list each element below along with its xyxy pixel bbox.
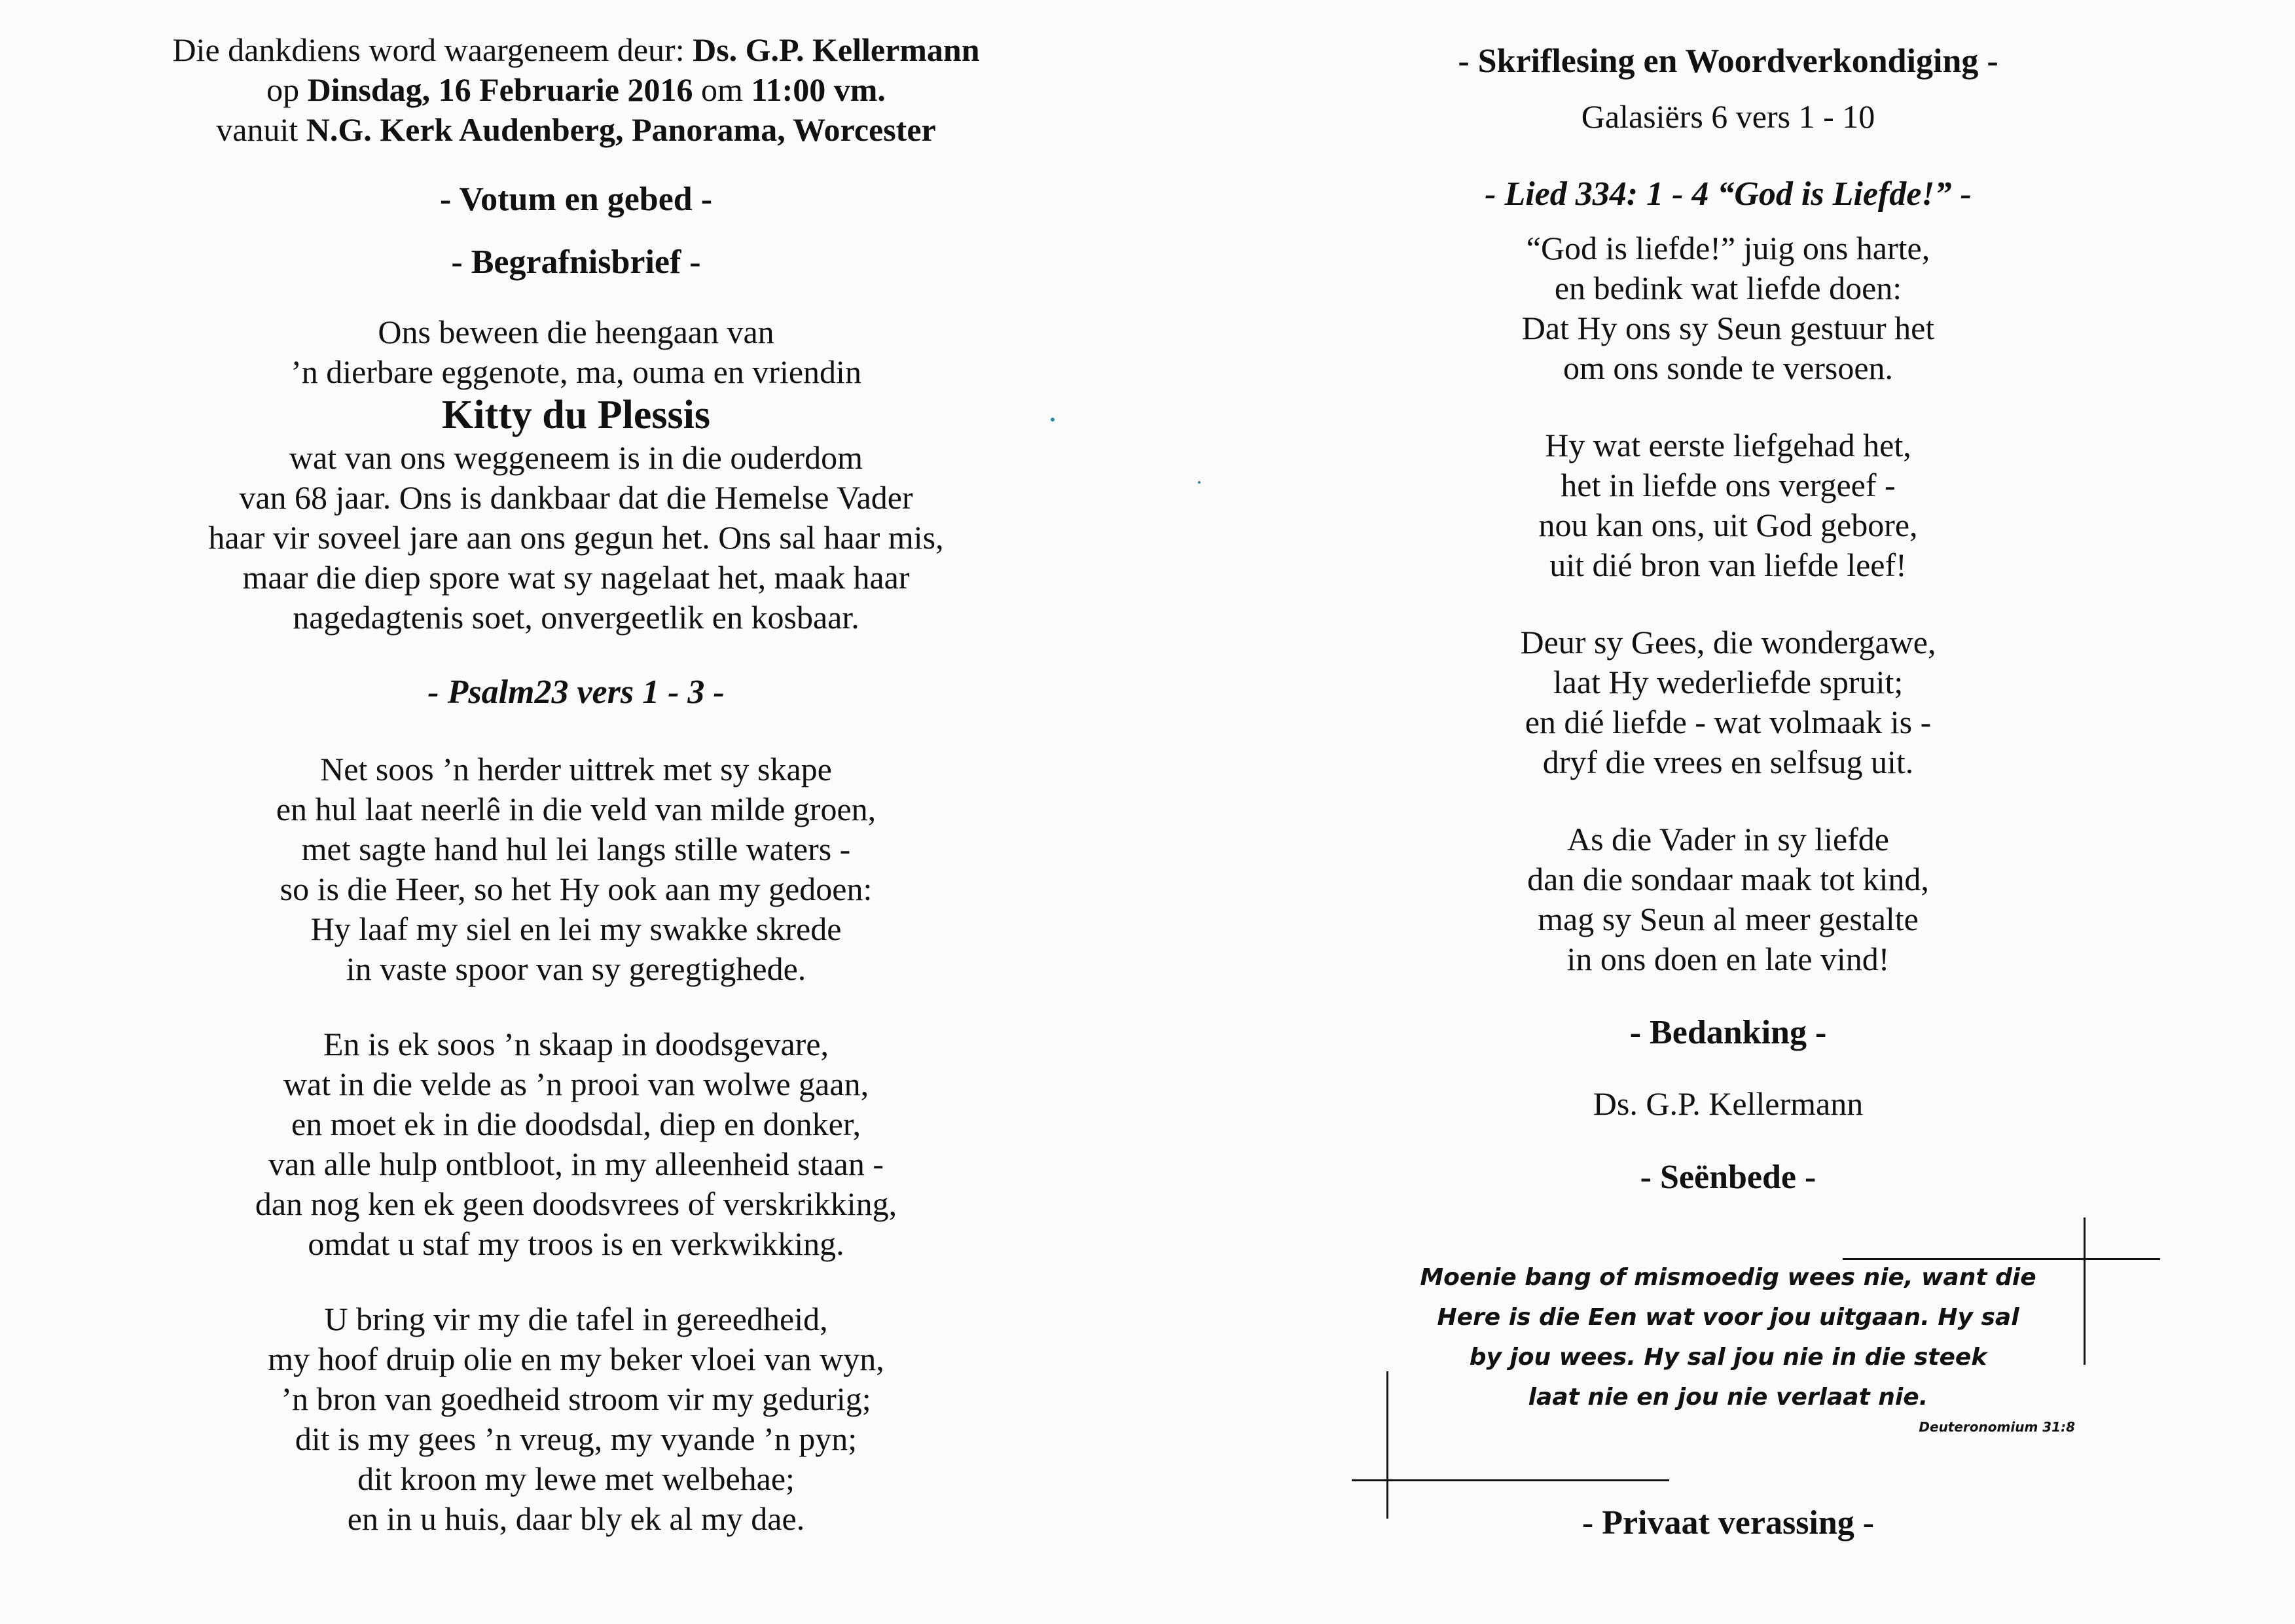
blessing-text [1283, 1257, 2173, 1437]
seenbede-heading: - Seënbede - [1640, 1159, 1816, 1196]
letter-line: nagedagtenis soet, onvergeetlik en kosbaar. [293, 599, 859, 636]
skriflesing-heading: - Skriflesing en Woordverkondiging - [1458, 43, 1998, 80]
scripture-reference: Galasiërs 6 vers 1 - 10 [1581, 98, 1875, 135]
hymn-stanza-3 [1283, 623, 2173, 782]
verse-line: het in liefde ons vergeef - [1561, 467, 1896, 503]
verse-line: omdat u staf my troos is en verkwikking. [308, 1225, 844, 1262]
verse-line: ’n bron van goedheid stroom vir my gedurig; [281, 1380, 871, 1417]
verse-line: en hul laat neerlê in die veld van milde groen, [276, 791, 876, 827]
verse-line: En is ek soos ’n skaap in doodsgevare, [323, 1026, 829, 1062]
votum-heading: - Votum en gebed - [439, 181, 713, 218]
scan-speck [1051, 418, 1055, 422]
verse-line: Net soos ’n herder uittrek met sy skape [320, 751, 832, 787]
verse-line: As die Vader in sy liefde [1566, 821, 1890, 857]
intro-venue-line: vanuit N.G. Kerk Audenberg, Panorama, Worcester [216, 111, 936, 148]
bedanking-heading: - Bedanking - [1629, 1014, 1827, 1051]
letter-intro [79, 312, 1074, 392]
hymn-heading: - Lied 334: 1 - 4 “God is Liefde!” - [1485, 175, 1972, 213]
letter-line: Ons beween die heengaan van [378, 314, 774, 350]
verse-line: U bring vir my die tafel in gereedheid, [324, 1301, 828, 1337]
letter-body [79, 438, 1074, 638]
hymn-stanza-2 [1283, 425, 2173, 585]
verse-line: met sagte hand hul lei langs stille waters - [301, 831, 851, 867]
verse-line: Hy laaf my siel en lei my swakke skrede [310, 911, 842, 947]
letter-line: wat van ons weggeneem is in die ouderdom [289, 439, 863, 476]
letter-line: haar vir soveel jare aan ons gegun het. Ons sal haar mis, [208, 519, 944, 556]
begrafnisbrief-heading: - Begrafnisbrief - [451, 244, 701, 281]
hymn-stanza-4 [1283, 820, 2173, 979]
hymn-stanza-1 [1283, 228, 2173, 388]
psalm-stanza-3 [79, 1299, 1074, 1539]
service-date: Dinsdag, 16 Februarie 2016 [307, 71, 693, 108]
verse-line: en dié liefde - wat volmaak is - [1525, 704, 1932, 740]
psalm-stanza-2 [79, 1024, 1074, 1264]
blessing-line: Here is die Een wat voor jou uitgaan. Hy sal [1437, 1304, 2019, 1331]
verse-line: van alle hulp ontbloot, in my alleenheid staan - [268, 1146, 884, 1182]
verse-line: Dat Hy ons sy Seun gestuur het [1521, 310, 1935, 346]
deceased-name: Kitty du Plessis [442, 393, 710, 437]
verse-line: laat Hy wederliefde spruit; [1553, 664, 1904, 700]
verse-line: Hy wat eerste liefgehad het, [1545, 427, 1911, 463]
privaat-heading: - Privaat verassing - [1581, 1504, 1875, 1542]
verse-line: so is die Heer, so het Hy ook aan my gedoen: [280, 871, 873, 907]
verse-line: en in u huis, daar bly ek al my dae. [347, 1500, 805, 1537]
verse-line: in vaste spoor van sy geregtighede. [346, 950, 806, 987]
frame-rule-bottom [1352, 1479, 1669, 1481]
verse-line: en moet ek in die doodsdal, diep en donker, [291, 1106, 861, 1142]
verse-line: uit dié bron van liefde leef! [1549, 547, 1907, 583]
verse-line: mag sy Seun al meer gestalte [1538, 901, 1919, 937]
verse-line: Deur sy Gees, die wondergawe, [1520, 624, 1936, 660]
frame-rule-right [2084, 1218, 2086, 1365]
verse-line: dit kroon my lewe met welbehae; [357, 1460, 795, 1497]
bedanking-name: Ds. G.P. Kellermann [1593, 1085, 1864, 1122]
frame-rule-left [1386, 1371, 1388, 1519]
verse-line: nou kan ons, uit God gebore, [1538, 507, 1918, 543]
verse-line: wat in die velde as ’n prooi van wolwe gaan, [283, 1066, 869, 1102]
blessing-reference: Deuteronomium 31:8 [1919, 1419, 2075, 1435]
service-time: 11:00 vm. [751, 71, 886, 108]
verse-line: “God is liefde!” juig ons harte, [1526, 230, 1930, 266]
officiant-name: Ds. G.P. Kellermann [693, 31, 980, 68]
service-venue: N.G. Kerk Audenberg, Panorama, Worcester [306, 111, 936, 148]
verse-line: my hoof druip olie en my beker vloei van wyn, [268, 1341, 884, 1377]
frame-rule-top [1843, 1258, 2160, 1260]
blessing-line: by jou wees. Hy sal jou nie in die steek [1469, 1344, 1987, 1371]
psalm-heading: - Psalm23 vers 1 - 3 - [427, 674, 725, 711]
letter-line: van 68 jaar. Ons is dankbaar dat die Hemelse Vader [239, 479, 913, 516]
intro-date-line: op Dinsdag, 16 Februarie 2016 om 11:00 vm. [266, 71, 886, 108]
verse-line: dryf die vrees en selfsug uit. [1542, 744, 1914, 780]
right-panel [1283, 0, 2173, 1544]
letter-line: ’n dierbare eggenote, ma, ouma en vriendin [291, 353, 861, 390]
verse-line: dit is my gees ’n vreug, my vyande ’n pyn; [295, 1420, 858, 1457]
verse-line: dan nog ken ek geen doodsvrees of verskrikking, [255, 1185, 897, 1222]
verse-line: in ons doen en late vind! [1566, 941, 1890, 977]
intro-officiant-line: Die dankdiens word waargeneem deur: Ds. G.P. Kellermann [172, 31, 980, 68]
scan-speck [1198, 481, 1201, 484]
psalm-stanza-1 [79, 749, 1074, 989]
verse-line: en bedink wat liefde doen: [1554, 270, 1902, 306]
verse-line: dan die sondaar maak tot kind, [1527, 861, 1929, 897]
letter-line: maar die diep spore wat sy nagelaat het, maak haar [242, 559, 910, 596]
verse-line: om ons sonde te versoen. [1563, 350, 1894, 386]
left-panel [79, 0, 1074, 1539]
blessing-line: Moenie bang of mismoedig wees nie, want die [1420, 1264, 2036, 1291]
blessing-line: laat nie en jou nie verlaat nie. [1528, 1384, 1928, 1411]
